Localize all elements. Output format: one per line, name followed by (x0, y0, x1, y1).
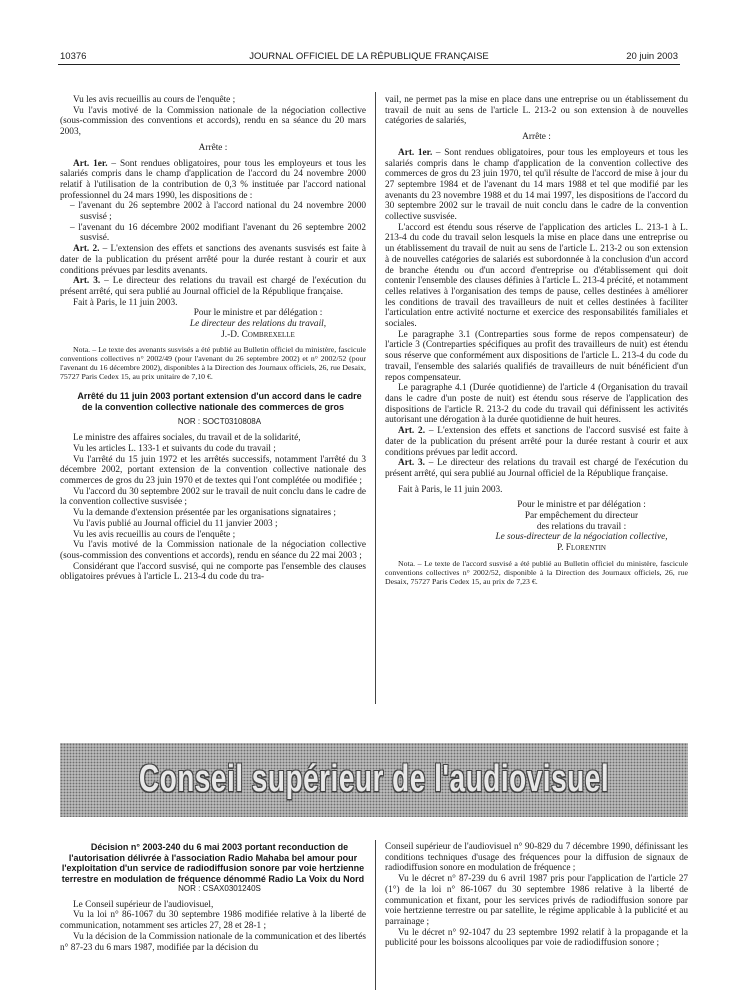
list-item: – l'avenant du 26 septembre 2002 à l'accord national du 24 novembre 2000 susvisé ; (70, 201, 366, 223)
article-label: Art. 1er. (398, 147, 433, 158)
article-label: Art. 3. (398, 458, 425, 469)
banner-title: Conseil supérieur de l'audiovisuel (138, 757, 610, 800)
article-1: Art. 1er. – Sont rendues obligatoires, pour tous les employeurs et tous les salariés compris dans le champ d'application de la convention collective des commerces de gros du 23 juin 1970, tel qu'il résulte de l'accord de mise à jour du 27 septembre 1984 et de l'avenant du 14 mars 1988 et tel que modifié par les avenants du 23 novembre 1988 et du 14 mai 1997, les dispositions de l'accord du 30 septembre 2002 sur le travail de nuit conclu dans le cadre de la convention collective susvisée. (385, 147, 688, 223)
column-divider-top (375, 92, 376, 704)
paragraph: Vu l'arrêté du 15 juin 1972 et les arrêtés successifs, notamment l'arrêté du 3 décembre 2002, portant extension de la convention collective nationale des commerces de gros du 23 juin 1970 et de textes qui l'ont complétée ou modifiée ; (60, 454, 366, 486)
article-label: Art. 2. (398, 426, 426, 437)
bottom-left-column (60, 842, 366, 953)
bottom-right-column (385, 842, 688, 949)
paragraph: Considérant que l'accord susvisé, qui ne comporte pas l'ensemble des clauses obligatoires prévues à l'article L. 213-4 du code du tra- (60, 561, 366, 583)
column-divider-bottom (375, 840, 376, 990)
page-number: 10376 (60, 51, 87, 62)
signature-line: Pour le ministre et par délégation : (193, 308, 323, 319)
nor-reference: NOR : SOCT0310808A (177, 417, 262, 427)
decision-title: Décision n° 2003-240 du 6 mai 2003 portant reconduction de l'autorisation délivrée à l'association Radio Mahaba bel amour pour l'exploitation d'un service de radiodiffusion sonore par voie hertzienne terrestre en modulation de fréquence dénommé Radio La Voix du Nord (61, 842, 365, 884)
paragraph: Vu les articles L. 133-1 et suivants du code du travail ; (73, 443, 276, 454)
signature-line: Le directeur des relations du travail, (189, 319, 327, 330)
article-label: Art. 3. (73, 276, 101, 287)
left-column (60, 95, 366, 583)
article-2: Art. 2. – L'extension des effets et sanctions des avenants susvisés est faite à dater de la publication du présent arrêté pour la durée restant à courir et aux conditions prévues par lesdits avenants. (60, 244, 366, 276)
paragraph: Vu la loi n° 86-1067 du 30 septembre 1986 modifiée relative à la liberté de communication, notamment ses articles 27, 28 et 28-1 ; (60, 910, 366, 932)
article-label: Art. 1er. (73, 158, 108, 169)
fait-a-paris: Fait à Paris, le 11 juin 2003. (398, 484, 503, 495)
right-column (385, 95, 688, 586)
section-banner (60, 743, 688, 817)
signature-line: Pour le ministre et par délégation : (517, 500, 646, 511)
article-label: Art. 2. (73, 244, 100, 255)
paragraph: Le Conseil supérieur de l'audiovisuel, (73, 899, 214, 910)
header-rule (58, 64, 680, 65)
paragraph: Vu la demande d'extension présentée par les organisations signataires ; (73, 508, 336, 519)
signature-line: des relations du travail : (536, 521, 627, 532)
paragraph: Vu le décret n° 92-1047 du 23 septembre 1992 relatif à la propagande et la publicité pour les boissons alcooliques par voie de radiodiffusion sonore ; (385, 927, 688, 949)
paragraph: Le paragraphe 4.1 (Durée quotidienne) de l'article 4 (Organisation du travail dans le cadre d'un poste de nuit) est étendu sous réserve de l'application des dispositions de l'article R. 213-2 du code du travail qui définissent les activités autorisant une dérogation à la durée quotidienne de huit heures. (385, 383, 688, 426)
nota-note: Nota. – Le texte de l'accord susvisé a été publié au Bulletin officiel du ministère, fascicule conventions collectives n° 2002/52, disponible à la Direction des Journaux officiels, 26, rue Desaix, 75727 Paris Cedex 15, au prix de 7,23 €. (385, 558, 688, 586)
list-item: – l'avenant du 16 décembre 2002 modifiant l'avenant du 26 septembre 2002 susvisé. (70, 222, 366, 244)
paragraph: Vu les avis recueillis au cours de l'enquête ; (73, 95, 236, 105)
paragraph: Le paragraphe 3.1 (Contreparties sous forme de repos compensateur) de l'article 3 (Contreparties spécifiques au profit des travailleurs de nuit) est étendu sous réserve que conformément aux dispositions de l'article L. 213-4 du code du travail, l'ensemble des salariés qualifiés de travailleurs de nuit bénéficient d'un repos compensateur. (385, 329, 688, 383)
decree-title: Arrêté du 11 juin 2003 portant extension d'un accord dans le cadre de la convention collective nationale des commerces de gros (77, 391, 362, 412)
arrete-heading: Arrête : (522, 132, 551, 143)
signatory-name: P. Florentin (557, 543, 606, 554)
paragraph: Vu l'avis motivé de la Commission nationale de la négociation collective (sous-commission des conventions et accords), rendu en séance du 22 mai 2003 ; (60, 540, 366, 561)
paragraph: L'accord est étendu sous réserve de l'application des articles L. 213-1 à L. 213-4 du code du travail selon lesquels la mise en place dans une entreprise ou un établissement du travail de nuit au sens de l'article L. 213-2 ou son extension à de nouvelles catégories de salariés est subordonnée à la conclusion d'un accord de branche étendu ou d'un accord d'entreprise ou d'établissement qui doit contenir l'ensemble des clauses définies à l'article L. 213-4 précité, et notamment celles relatives à l'organisation des temps de pause, celles destinées à améliorer les conditions de travail des travailleurs de nuit et celles destinées à faciliter l'articulation entre activité nocturne et exercice des responsabilités familiales et sociales. (385, 222, 688, 330)
paragraph: Le ministre des affaires sociales, du travail et de la solidarité, (73, 433, 301, 444)
signatory-name: J.-D. Combrexelle (221, 329, 295, 340)
fait-a-paris: Fait à Paris, le 11 juin 2003. (73, 297, 178, 308)
signature-line: Par empêchement du directeur (524, 511, 639, 522)
paragraph: vail, ne permet pas la mise en place dans une entreprise ou un établissement du travail de nuit au sens de l'article L. 213-2 ou son extension à de nouvelles catégories de salariés, (385, 95, 688, 127)
signature-line: Le sous-directeur de la négociation collective, (495, 532, 668, 543)
paragraph: Vu le décret n° 87-239 du 6 avril 1987 pris pour l'application de l'article 27 (1°) de la loi n° 86-1067 du 30 septembre 1986 relative à la liberté de communication et fixant, pour les services privés de radiodiffusion sonore par voie hertzienne terrestre ou par satellite, le régime applicable à la publicité et au parrainage ; (385, 874, 688, 927)
article-1: Art. 1er. – Sont rendues obligatoires, pour tous les employeurs et tous les salariés compris dans le champ d'application de l'accord du 24 novembre 2000 relatif à l'utilisation de la contribution de 0,3 % instituée par l'accord national professionnel du 24 mars 1990, les dispositions de : (60, 158, 366, 201)
article-3: Art. 3. – Le directeur des relations du travail est chargé de l'exécution du présent arrêté, qui sera publié au Journal officiel de la République française. (60, 276, 367, 297)
article-2: Art. 2. – L'extension des effets et sanctions de l'accord susvisé est faite à dater de la publication du présent arrêté pour la durée restant à courir et aux conditions prévues par ledit accord. (385, 426, 688, 458)
nor-reference: NOR : CSAX0301240S (178, 884, 261, 893)
paragraph: Vu les avis recueillis au cours de l'enquête ; (73, 529, 236, 540)
paragraph: Vu l'accord du 30 septembre 2002 sur le travail de nuit conclu dans le cadre de la convention collective susvisée ; (60, 486, 366, 508)
arrete-heading: Arrête : (198, 142, 228, 153)
paragraph: Vu la décision de la Commission nationale de la communication et des libertés n° 87-23 du 6 mars 1987, modifiée par la décision du (60, 931, 366, 953)
article-3: Art. 3. – Le directeur des relations du travail est chargé de l'exécution du présent arrêté, qui sera publié au Journal officiel de la République française. (385, 458, 688, 479)
page-header (60, 51, 678, 65)
paragraph: Vu l'avis publié au Journal officiel du 11 janvier 2003 ; (73, 518, 278, 529)
nota-note: Nota. – Le texte des avenants susvisés a été publié au Bulletin officiel du ministère, fascicule conventions collectives n° 2002/49 (pour l'avenant du 26 septembre 2002) et n° 2002/52 (pour l'avenant du 16 décembre 2002), disponibles à la Direction des Journaux officiels, 26, rue Desaix, 75727 Paris Cedex 15, au prix unitaire de 7,10 €. (60, 345, 366, 382)
journal-title: JOURNAL OFFICIEL DE LA RÉPUBLIQUE FRANÇAISE (249, 51, 489, 62)
paragraph: Vu l'avis motivé de la Commission nationale de la négociation collective (sous-commission des conventions et accords), rendu en sa séance du 20 mars 2003, (60, 105, 366, 138)
issue-date: 20 juin 2003 (626, 51, 678, 62)
paragraph: Conseil supérieur de l'audiovisuel n° 90-829 du 7 décembre 1990, définissant les conditions techniques d'usage des fréquences pour la diffusion de signaux de radiodiffusion sonore en modulation de fréquence ; (385, 842, 688, 874)
